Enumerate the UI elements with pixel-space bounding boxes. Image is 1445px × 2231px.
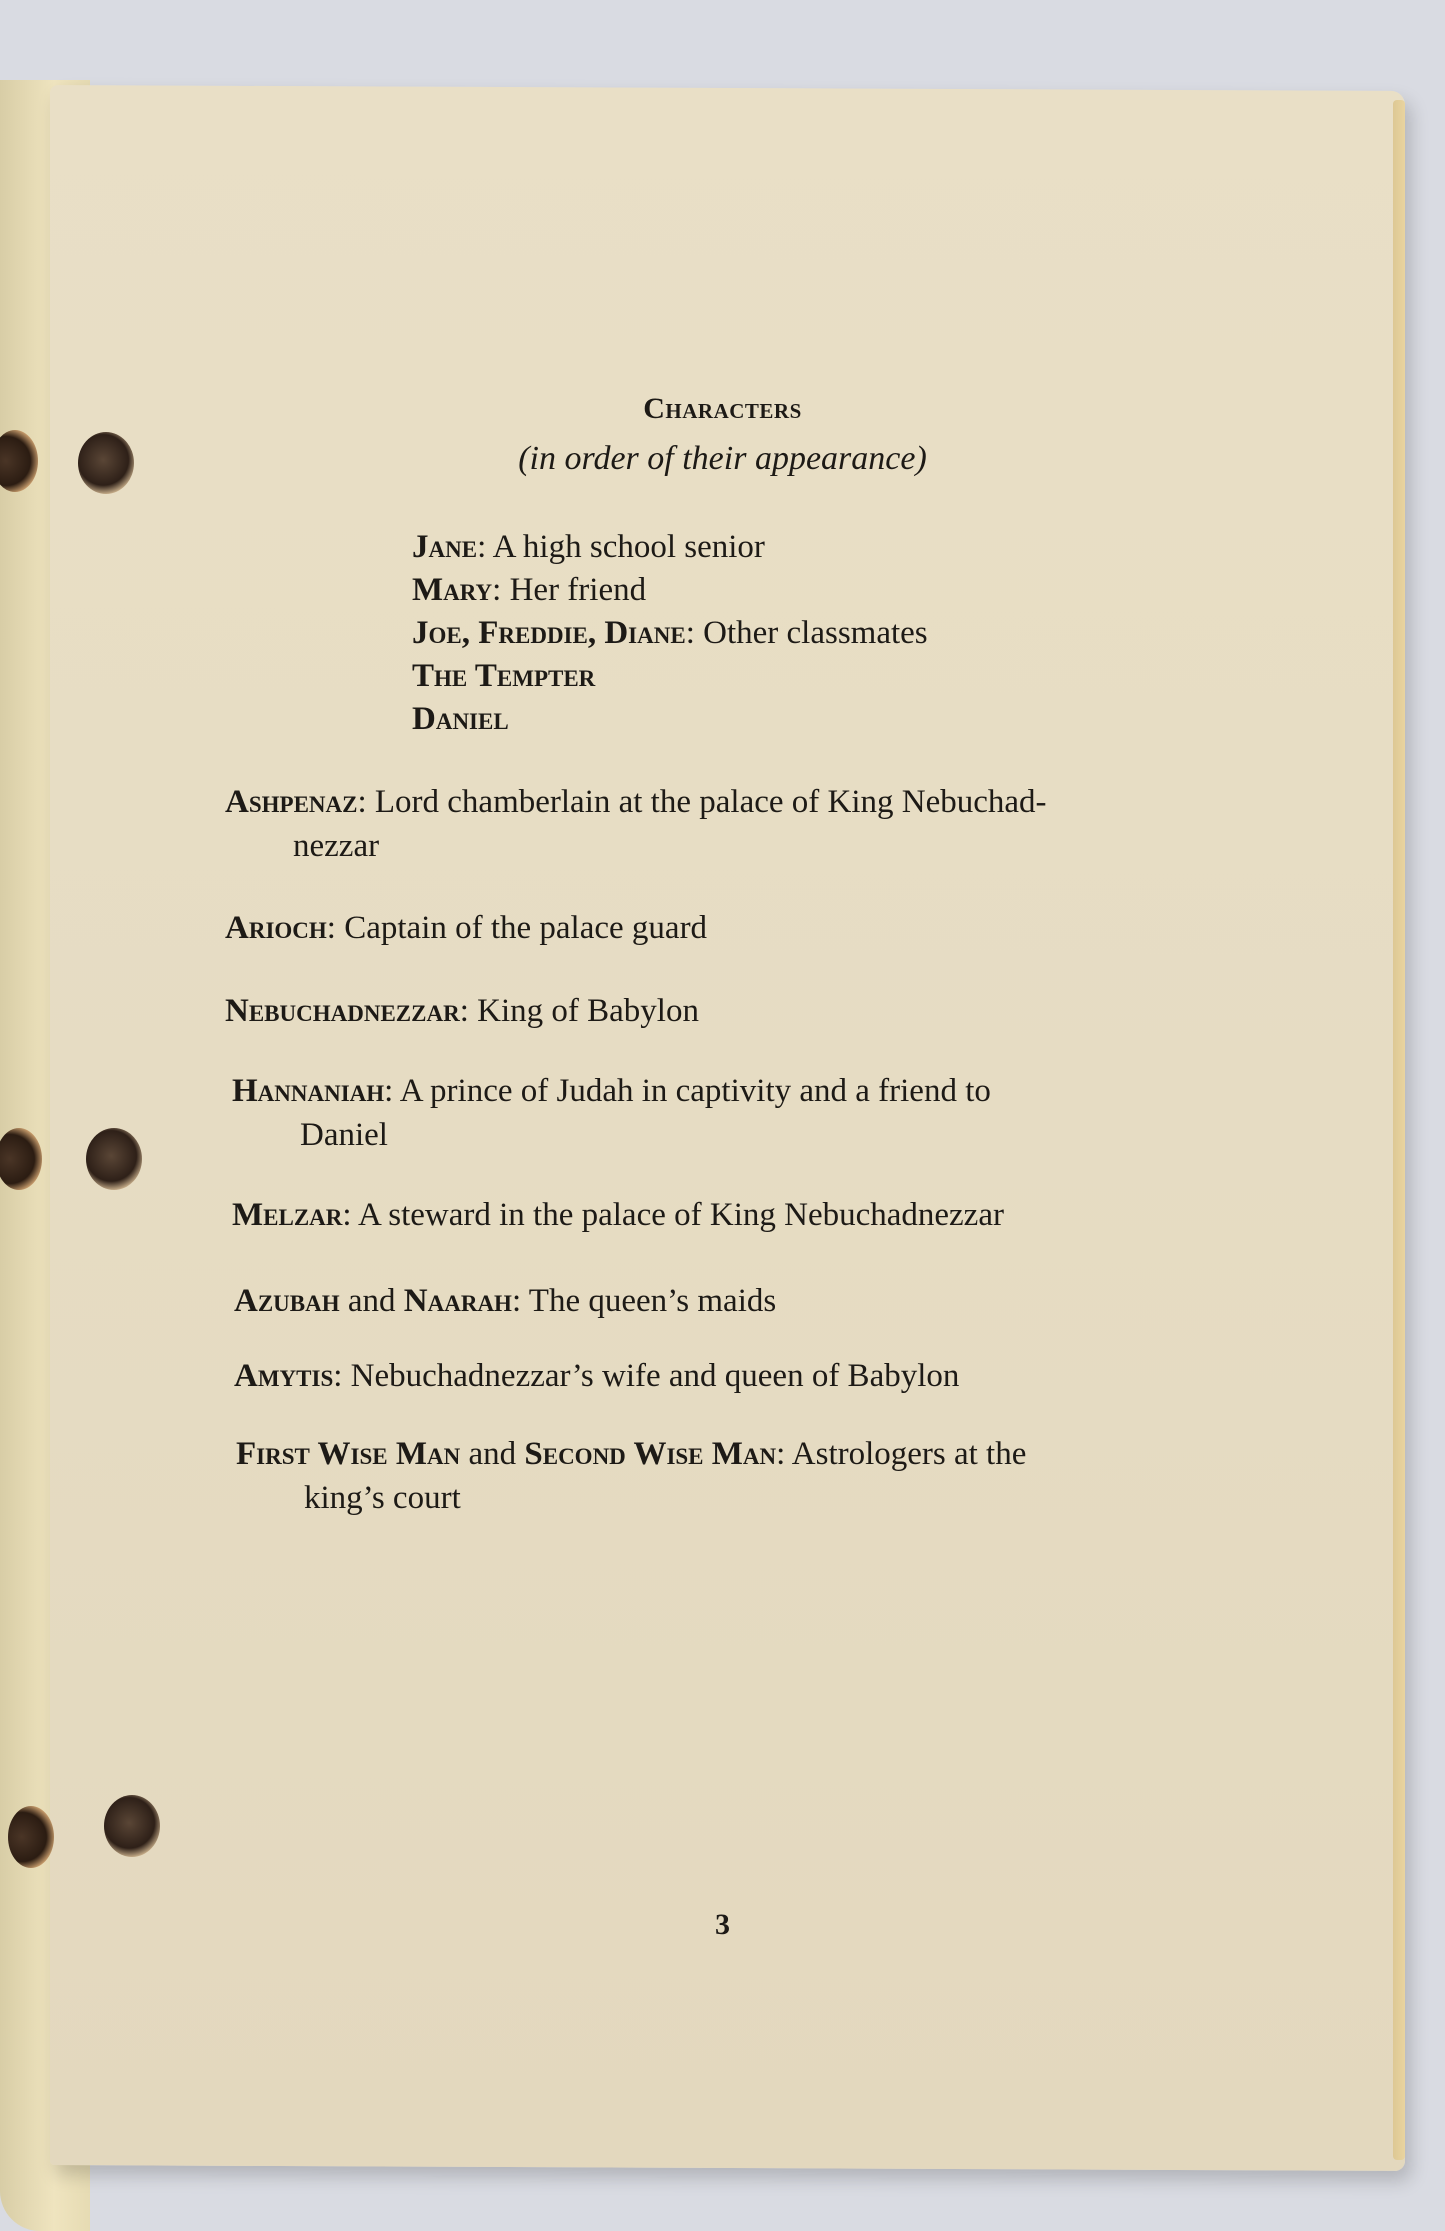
character-azubah-naarah: Azubah and Naarah: The queen’s maids (234, 1283, 777, 1319)
character-arioch: Arioch: Captain of the palace guard (225, 910, 708, 946)
character-mary: Mary: Her friend (412, 572, 647, 608)
page-subtitle: (in order of their appearance) (518, 440, 927, 477)
character-jane: Jane: A high school senior (412, 529, 765, 565)
character-tempter: The Tempter (412, 658, 596, 694)
character-melzar: Melzar: A steward in the palace of King Nebuchadnezzar (232, 1197, 1004, 1233)
character-daniel: Daniel (412, 701, 509, 737)
character-wise-men: First Wise Man and Second Wise Man: Astrologers at the king’s court (236, 1436, 1027, 1516)
character-short-list (412, 526, 928, 741)
character-hannaniah: Hannaniah: A prince of Judah in captivity and a friend to Daniel (232, 1073, 991, 1153)
character-ashpenaz: Ashpenaz: Lord chamberlain at the palace of King Nebuchad- nezzar (225, 784, 1047, 864)
character-amytis: Amytis: Nebuchadnezzar’s wife and queen of Babylon (234, 1358, 960, 1394)
character-nebuchadnezzar: Nebuchadnezzar: King of Babylon (225, 993, 699, 1029)
page-title: Characters (643, 392, 802, 425)
page-number: 3 (715, 1908, 730, 1941)
character-classmates: Joe, Freddie, Diane: Other classmates (412, 615, 928, 651)
